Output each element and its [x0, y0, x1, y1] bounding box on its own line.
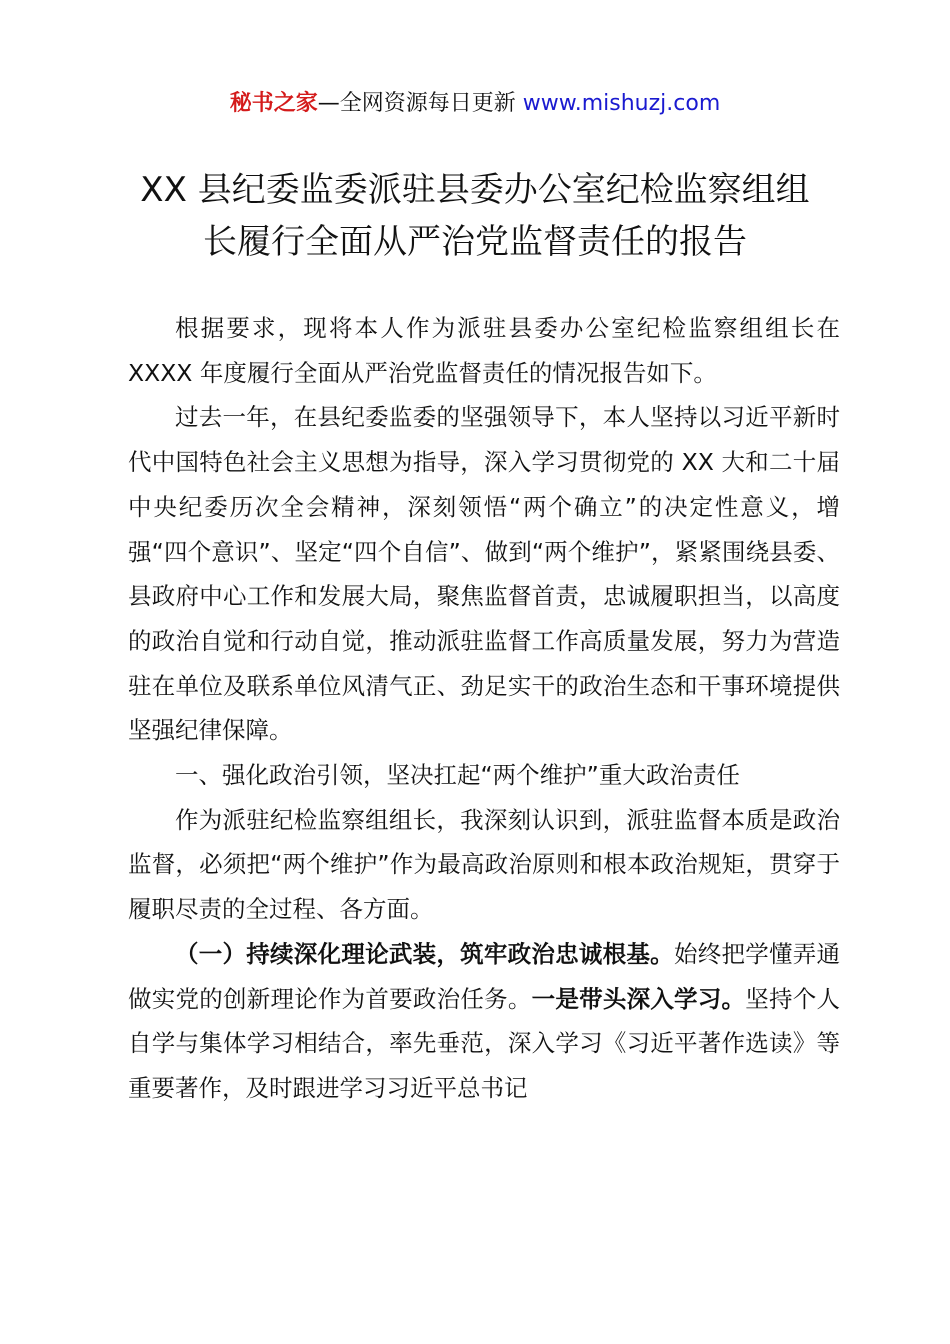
subsection-heading-1: （一）持续深化理论武装，筑牢政治忠诚根基。 [175, 939, 674, 968]
title-line-1: XX 县纪委监委派驻县委办公室纪检监察组组 [140, 170, 810, 210]
paragraph-subsection-1 [128, 932, 840, 1111]
point-text-1: 坚持个人自学与集体学习相结合，率先垂范，深入学习《习近平著作选读》等重要著作，及时跟进学习习近平总书记 [128, 984, 841, 1102]
brand-name: 秘书之家 [229, 91, 318, 116]
site-header [0, 88, 950, 120]
paragraph-intro: 根据要求，现将本人作为派驻县委办公室纪检监察组组长在 XXXX 年度履行全面从严治党监督责任的情况报告如下。 [128, 314, 840, 387]
document-title [110, 164, 840, 268]
title-line-2: 长履行全面从严治党监督责任的报告 [203, 222, 747, 262]
header-slogan: —全网资源每日更新 [317, 91, 523, 116]
paragraph-overview: 过去一年，在县纪委监委的坚强领导下，本人坚持以习近平新时代中国特色社会主义思想为指导，深入学习贯彻党的 XX 大和二十届中央纪委历次全会精神，深刻领悟“两个确立”的决定性意义，增强“四个意识”、坚定“四个自信”、做到“两个维护”，紧紧围绕县委、县政府中心工作和发展大局，聚焦监督首责，忠诚履职担当，以高度的政治自觉和行动自觉，推动派驻监督工作高质量发展，努力为营造驻在单位及联系单位风清气正、劲足实干的政治生态和干事环境提供坚强纪律保障。 [128, 403, 840, 745]
subsection-text-1: 始终把学懂弄通做实党的创新理论作为首要政治任务。 [128, 939, 841, 1013]
site-url-link[interactable]: www.mishuzj.com [522, 91, 721, 116]
document-body [128, 306, 840, 1111]
section-heading-1: 一、强化政治引领，坚决扛起“两个维护”重大政治责任 [175, 761, 740, 790]
point-heading-1: 一是带头深入学习。 [531, 984, 746, 1013]
paragraph-section-1-intro: 作为派驻纪检监察组组长，我深刻认识到，派驻监督本质是政治监督，必须把“两个维护”作为最高政治原则和根本政治规矩，贯穿于履职尽责的全过程、各方面。 [128, 805, 840, 924]
